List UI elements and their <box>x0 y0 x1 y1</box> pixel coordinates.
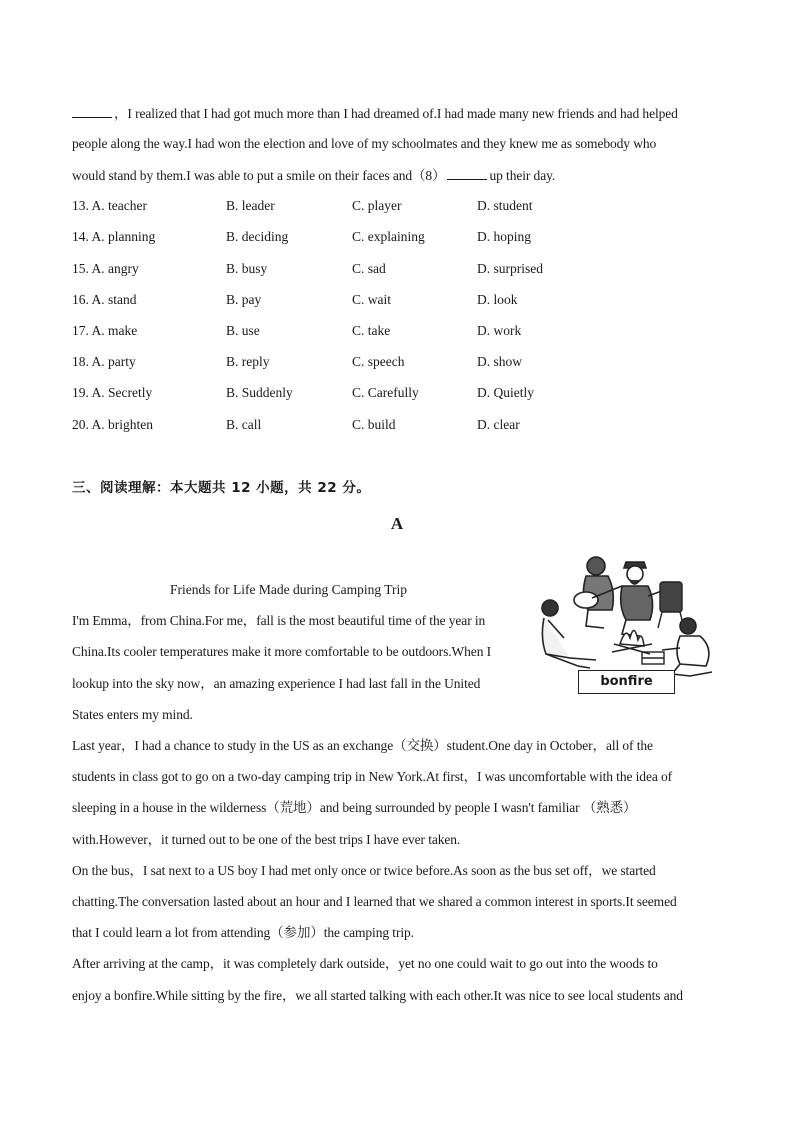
option-a: 14. A. planning <box>72 229 156 244</box>
option-c: C. sad <box>352 261 386 276</box>
option-b: B. call <box>226 417 262 432</box>
passage-line: sleeping in a house in the wilderness（荒地）and being surrounded by people I wasn't familiar （熟悉） <box>72 800 637 815</box>
option-d: D. look <box>477 292 518 307</box>
option-a: 15. A. angry <box>72 261 139 276</box>
passage-line: After arriving at the camp，it was completely dark outside，yet no one could wait to go out into the woods to <box>72 956 658 971</box>
passage-line: Last year，I had a chance to study in the US as an exchange（交换）student.One day in October，all of the <box>72 738 653 753</box>
passage-line: I'm Emma，from China.For me，fall is the most beautiful time of the year in <box>72 613 486 628</box>
passage-line: with.However，it turned out to be one of the best trips I have ever taken. <box>72 832 461 847</box>
cloze-text: up their day. <box>489 168 556 183</box>
passage-line: On the bus，I sat next to a US boy I had met only once or twice before.As soon as the bus set off，we started <box>72 863 656 878</box>
cloze-line-2: people along the way.I had won the election and love of my schoolmates and they knew me as somebody who <box>72 136 657 151</box>
passage-line: lookup into the sky now，an amazing experience I had last fall in the United <box>72 676 481 691</box>
answer-blank[interactable] <box>447 166 487 180</box>
section-heading: 三、阅读理解：本大题共 12 小题，共 22 分。 <box>72 480 371 496</box>
option-b: B. pay <box>226 292 262 307</box>
option-b: B. busy <box>226 261 268 276</box>
passage-line: chatting.The conversation lasted about an hour and I learned that we shared a common interest in sports.It seemed <box>72 894 677 909</box>
option-c: C. build <box>352 417 396 432</box>
option-c: C. take <box>352 323 391 338</box>
option-c: C. wait <box>352 292 391 307</box>
passage-line: China.Its cooler temperatures make it more comfortable to be outdoors.When I <box>72 644 492 659</box>
passage-title: Friends for Life Made during Camping Trip <box>170 582 407 597</box>
option-c: C. explaining <box>352 229 425 244</box>
passage-line: students in class got to go on a two-day camping trip in New York.At first，I was uncomfortable with the idea of <box>72 769 673 784</box>
option-a: 19. A. Secretly <box>72 385 153 400</box>
cloze-text: ，I realized that I had got much more than I had dreamed of.I had made many new friends and had helped <box>114 106 678 121</box>
option-d: D. show <box>477 354 523 369</box>
question-row <box>72 291 732 309</box>
cloze-text: would stand by them.I was able to put a smile on their faces and（8） <box>72 168 446 183</box>
cloze-line-1 <box>72 104 678 123</box>
option-d: D. hoping <box>477 229 531 244</box>
option-a: 16. A. stand <box>72 292 137 307</box>
passage-letter: A <box>390 514 404 533</box>
image-caption: bonfire <box>578 670 675 694</box>
question-row <box>72 322 732 340</box>
option-b: B. reply <box>226 354 270 369</box>
question-row <box>72 197 732 215</box>
option-b: B. Suddenly <box>226 385 293 400</box>
question-row <box>72 260 732 278</box>
option-b: B. leader <box>226 198 275 213</box>
option-b: B. use <box>226 323 260 338</box>
option-d: D. student <box>477 198 533 213</box>
question-row <box>72 228 732 246</box>
passage-line: States enters my mind. <box>72 707 193 722</box>
passage-line: that I could learn a lot from attending（参加）the camping trip. <box>72 925 414 940</box>
cloze-line-3 <box>72 166 555 185</box>
option-a: 17. A. make <box>72 323 138 338</box>
option-a: 20. A. brighten <box>72 417 153 432</box>
option-c: C. player <box>352 198 402 213</box>
passage-line: enjoy a bonfire.While sitting by the fire，we all started talking with each other.It was nice to see local students and <box>72 988 683 1003</box>
option-a: 13. A. teacher <box>72 198 147 213</box>
option-b: B. deciding <box>226 229 289 244</box>
option-c: C. Carefully <box>352 385 419 400</box>
option-a: 18. A. party <box>72 354 136 369</box>
option-d: D. surprised <box>477 261 543 276</box>
question-row <box>72 416 732 434</box>
question-row <box>72 384 732 402</box>
option-d: D. Quietly <box>477 385 534 400</box>
answer-blank[interactable] <box>72 104 112 118</box>
option-c: C. speech <box>352 354 405 369</box>
option-d: D. work <box>477 323 522 338</box>
option-d: D. clear <box>477 417 520 432</box>
question-row <box>72 353 732 371</box>
